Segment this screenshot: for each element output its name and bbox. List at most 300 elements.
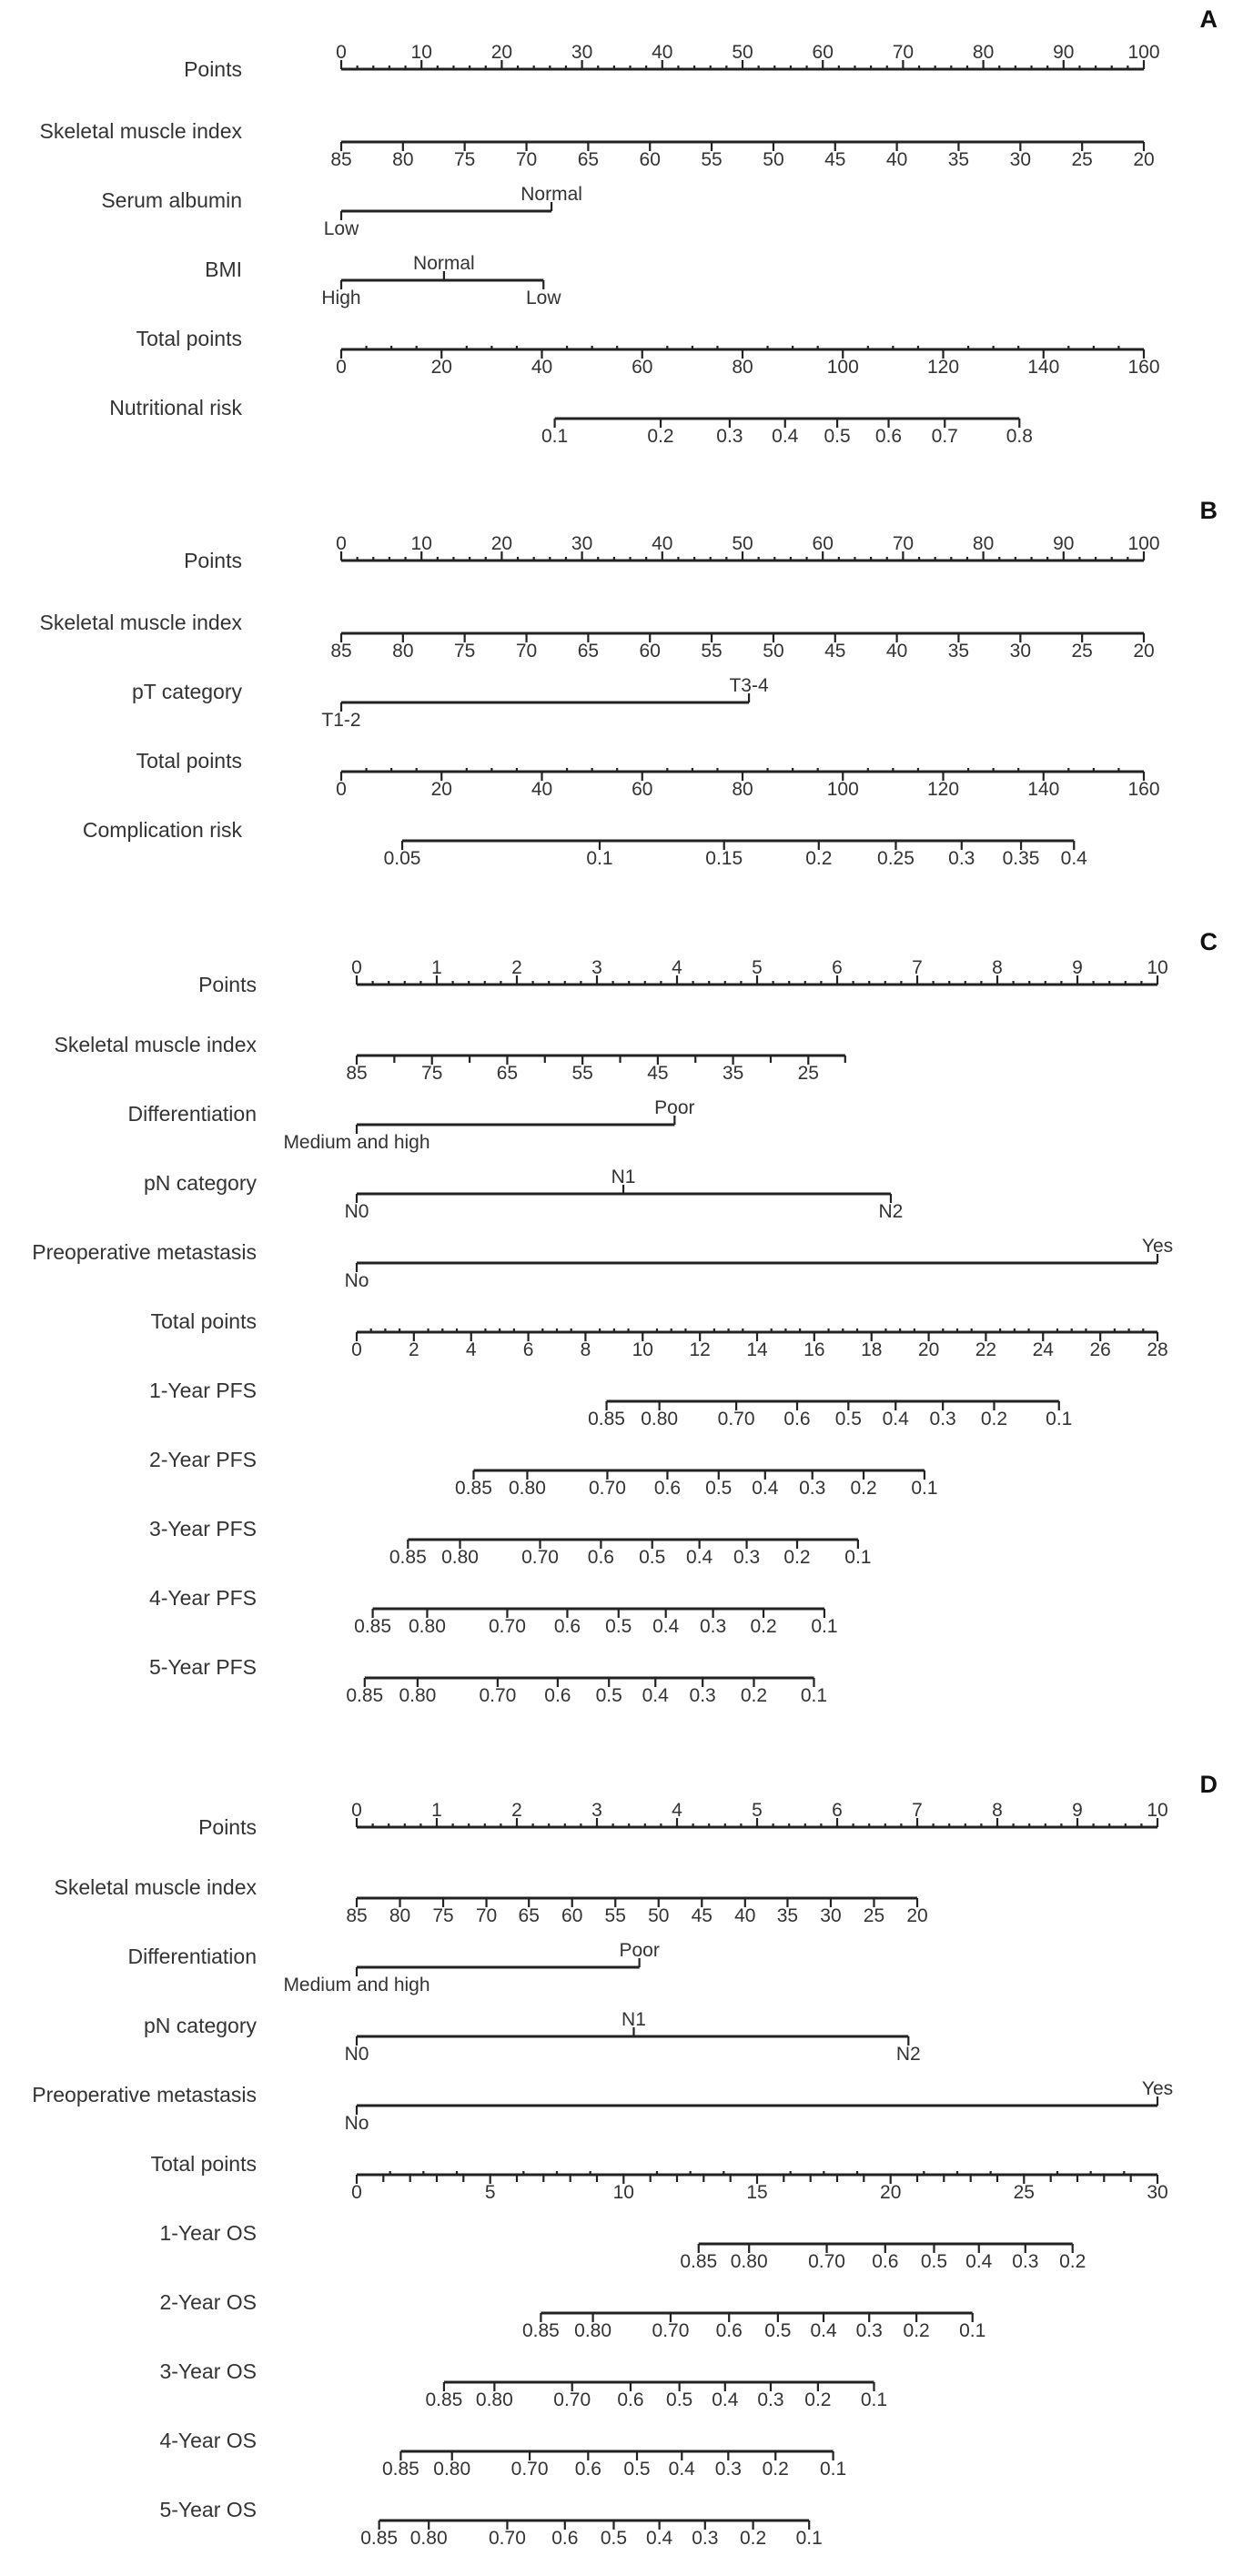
tick-label: 75 [453, 149, 476, 170]
row-label: 5-Year OS [159, 2498, 257, 2521]
nomogram-row [144, 2009, 921, 2065]
tick-label: 0.6 [783, 1409, 811, 1429]
tick-label: 0.3 [689, 1685, 716, 1706]
tick-label: 0.6 [874, 426, 903, 447]
tick-label: Normal [520, 184, 582, 205]
tick-label: 0.5 [666, 2389, 693, 2410]
tick-label: Yes [1141, 2078, 1174, 2099]
tick-label: N0 [344, 1201, 369, 1222]
nomogram-row [184, 42, 1159, 81]
nomogram-row [149, 1517, 872, 1568]
tick-label: 0.85 [680, 2251, 718, 2272]
tick-label: 75 [432, 1905, 454, 1926]
tick-label: 0.3 [948, 848, 975, 869]
nomogram-row [149, 1448, 938, 1499]
row-label: Points [198, 1815, 257, 1839]
tick-label: 30 [1147, 2182, 1168, 2203]
tick-label: 25 [797, 1063, 819, 1084]
row-label: 2-Year OS [159, 2290, 257, 2314]
row-label: pT category [131, 680, 242, 703]
tick-label: 45 [824, 149, 846, 170]
tick-label: 60 [632, 357, 653, 378]
tick-label: 22 [975, 1339, 997, 1360]
row-label: 5-Year PFS [148, 1655, 257, 1679]
tick-label: 0.70 [521, 1547, 559, 1568]
tick-label: 30 [1009, 641, 1032, 662]
tick-label: 1 [431, 1800, 442, 1821]
tick-label: 30 [820, 1905, 842, 1926]
tick-label: 0.6 [617, 2389, 644, 2410]
row-label: Skeletal muscle index [54, 1033, 257, 1056]
tick-label: 80 [392, 641, 414, 662]
panel-letter: C [1199, 928, 1218, 955]
panel-a [40, 5, 1218, 447]
tick-label: N0 [344, 2044, 369, 2065]
tick-label: 0.5 [705, 1478, 733, 1499]
tick-label: 0.4 [652, 1616, 680, 1637]
tick-label: 0.80 [433, 2459, 471, 2480]
tick-label: 0.5 [824, 426, 851, 447]
tick-label: T1-2 [321, 710, 361, 731]
tick-label: 0.4 [965, 2251, 993, 2272]
tick-label: 6 [522, 1339, 534, 1360]
nomogram-row [32, 2078, 1173, 2134]
row-label: Total points [136, 327, 242, 350]
tick-label: N1 [611, 1167, 636, 1187]
tick-label: 70 [515, 641, 538, 662]
panel-letter: A [1199, 5, 1218, 33]
tick-label: 70 [515, 149, 538, 170]
tick-label: 0 [336, 533, 347, 554]
tick-label: 7 [912, 957, 923, 978]
tick-label: 85 [346, 1063, 368, 1084]
tick-label: 80 [972, 533, 995, 554]
tick-label: 0.70 [717, 1409, 755, 1429]
tick-label: 0.3 [929, 1409, 956, 1429]
tick-label: 14 [746, 1339, 768, 1360]
tick-label: 0.3 [1012, 2251, 1039, 2272]
tick-label: 50 [763, 641, 784, 662]
tick-label: 0 [336, 779, 347, 800]
nomogram-row [83, 818, 1087, 869]
tick-label: 20 [430, 779, 452, 800]
tick-label: 1 [431, 957, 442, 978]
tick-label: 80 [732, 779, 753, 800]
tick-label: T3-4 [729, 675, 769, 696]
nomogram-row [198, 1800, 1168, 1839]
tick-label: 85 [330, 149, 352, 170]
nomogram-row [149, 1586, 838, 1637]
tick-label: 0 [351, 957, 362, 978]
tick-label: 120 [926, 779, 960, 800]
tick-label: 0.80 [509, 1478, 546, 1499]
tick-label: 4 [672, 957, 682, 978]
tick-label: 0.25 [877, 848, 915, 869]
tick-label: 26 [1089, 1339, 1111, 1360]
tick-label: 0.85 [521, 2320, 560, 2341]
tick-label: 20 [917, 1339, 940, 1360]
tick-label: 0.4 [882, 1409, 909, 1429]
tick-label: 10 [612, 2182, 634, 2203]
tick-label: 2 [408, 1339, 419, 1360]
tick-label: 0.80 [475, 2389, 513, 2410]
tick-label: 60 [812, 533, 834, 554]
tick-label: 85 [346, 1905, 368, 1926]
tick-label: 0.4 [646, 2528, 673, 2549]
tick-label: 0.4 [772, 426, 799, 447]
tick-label: 0.1 [800, 1685, 828, 1706]
panel-letter: B [1199, 497, 1218, 524]
tick-label: 70 [892, 42, 915, 63]
tick-label: 55 [701, 149, 723, 170]
panel-b [40, 497, 1218, 869]
tick-label: 25 [1071, 149, 1093, 170]
tick-label: 0 [351, 1800, 362, 1821]
nomogram-row [205, 253, 561, 308]
tick-label: 0.1 [860, 2389, 888, 2410]
tick-label: 0.85 [455, 1478, 492, 1499]
nomogram-row [149, 1655, 827, 1706]
tick-label: 0.2 [647, 426, 674, 447]
tick-label: Normal [413, 253, 475, 274]
tick-label: 55 [701, 641, 723, 662]
tick-label: 0.80 [441, 1547, 479, 1568]
tick-label: 0.3 [757, 2389, 784, 2410]
tick-label: 20 [490, 42, 513, 63]
tick-label: 0.80 [730, 2251, 768, 2272]
row-label: Points [184, 57, 242, 81]
tick-label: 2 [511, 957, 522, 978]
tick-label: 40 [531, 779, 553, 800]
tick-label: 0.2 [980, 1409, 1008, 1429]
row-label: Total points [150, 1309, 257, 1333]
tick-label: 0.6 [653, 1478, 682, 1499]
tick-label: 70 [892, 533, 915, 554]
row-label: Total points [150, 2152, 257, 2176]
tick-label: 70 [475, 1905, 498, 1926]
nomogram-row [159, 2429, 846, 2480]
tick-label: 0.85 [354, 1616, 392, 1637]
tick-label: 0.6 [715, 2320, 743, 2341]
tick-label: 55 [604, 1905, 626, 1926]
tick-label: 16 [803, 1339, 825, 1360]
tick-label: 0.70 [510, 2459, 549, 2480]
nomogram-row [136, 749, 1160, 800]
nomogram-row [101, 184, 582, 239]
tick-label: 45 [647, 1063, 669, 1084]
tick-label: 40 [531, 357, 553, 378]
row-label: pN category [143, 1171, 257, 1195]
tick-label: Medium and high [283, 1132, 430, 1153]
tick-label: 2 [511, 1800, 522, 1821]
tick-label: 0.3 [716, 426, 743, 447]
panel-d [32, 1771, 1218, 2549]
tick-label: 0.3 [699, 1616, 727, 1637]
tick-label: 8 [992, 1800, 1003, 1821]
tick-label: 50 [732, 533, 753, 554]
tick-label: 0.80 [399, 1685, 437, 1706]
tick-label: 20 [1133, 641, 1155, 662]
tick-label: 80 [389, 1905, 411, 1926]
tick-label: 85 [330, 641, 352, 662]
tick-label: 10 [410, 42, 432, 63]
tick-label: 8 [580, 1339, 591, 1360]
tick-label: 140 [1027, 779, 1060, 800]
row-label: 4-Year PFS [148, 1586, 257, 1610]
tick-label: High [321, 288, 361, 308]
tick-label: 0.80 [641, 1409, 679, 1429]
row-label: Differentiation [127, 1102, 257, 1126]
tick-label: 6 [832, 1800, 843, 1821]
tick-label: 60 [639, 149, 661, 170]
nomogram-row [149, 1379, 1072, 1429]
tick-label: 160 [1127, 779, 1160, 800]
tick-label: 0.1 [811, 1616, 838, 1637]
tick-label: No [344, 2113, 369, 2134]
tick-label: 35 [776, 1905, 799, 1926]
tick-label: 25 [1071, 641, 1093, 662]
row-label: 1-Year PFS [148, 1379, 257, 1402]
tick-label: 0 [351, 1339, 362, 1360]
nomogram-row [151, 1309, 1168, 1360]
row-label: pN category [143, 2014, 257, 2037]
nomogram-row [55, 1033, 845, 1084]
row-label: Points [198, 973, 257, 996]
row-label: BMI [205, 258, 242, 281]
tick-label: 0.1 [795, 2528, 823, 2549]
tick-label: 8 [992, 957, 1003, 978]
tick-label: 12 [689, 1339, 711, 1360]
tick-label: N1 [622, 2009, 646, 2030]
tick-label: 20 [430, 357, 452, 378]
tick-label: 10 [1147, 1800, 1168, 1821]
tick-label: 90 [1053, 42, 1075, 63]
tick-label: 0.80 [574, 2320, 612, 2341]
tick-label: 25 [863, 1905, 885, 1926]
tick-label: 0.2 [740, 1685, 768, 1706]
tick-label: 0.2 [783, 1547, 811, 1568]
tick-label: 50 [732, 42, 753, 63]
tick-label: 0.2 [1059, 2251, 1086, 2272]
panel-c [32, 928, 1218, 1706]
tick-label: 0.4 [686, 1547, 713, 1568]
tick-label: 0.5 [920, 2251, 948, 2272]
nomogram-row [132, 675, 769, 731]
tick-label: 10 [632, 1339, 653, 1360]
tick-label: 45 [824, 641, 846, 662]
tick-label: 0.80 [409, 1616, 446, 1637]
row-label: Nutritional risk [109, 396, 242, 419]
tick-label: 20 [906, 1905, 928, 1926]
tick-label: 0 [351, 2182, 362, 2203]
tick-label: 0.8 [1006, 426, 1033, 447]
nomogram-row [198, 957, 1168, 996]
nomogram-row [40, 611, 1155, 662]
tick-label: 65 [496, 1063, 519, 1084]
tick-label: 0.70 [479, 1685, 517, 1706]
tick-label: 18 [861, 1339, 883, 1360]
tick-label: 20 [880, 2182, 902, 2203]
tick-label: 35 [947, 149, 970, 170]
nomogram-row [136, 327, 1160, 378]
tick-label: 0.1 [586, 848, 613, 869]
tick-label: 50 [648, 1905, 670, 1926]
tick-label: 0.6 [553, 1616, 581, 1637]
tick-label: 100 [826, 357, 859, 378]
tick-label: Poor [619, 1940, 660, 1961]
tick-label: 0.3 [733, 1547, 761, 1568]
tick-label: 0.85 [360, 2528, 399, 2549]
tick-label: 0.4 [712, 2389, 739, 2410]
tick-label: N2 [895, 2044, 921, 2065]
tick-label: 60 [632, 779, 653, 800]
tick-label: 0.70 [489, 1616, 526, 1637]
tick-label: 0.5 [595, 1685, 622, 1706]
tick-label: 0.85 [389, 1547, 427, 1568]
row-label: Points [184, 549, 242, 572]
tick-label: 9 [1072, 1800, 1083, 1821]
tick-label: 4 [672, 1800, 682, 1821]
nomogram-row [128, 1940, 660, 1995]
nomogram-row [159, 2290, 985, 2341]
tick-label: 0.4 [810, 2320, 837, 2341]
tick-label: 25 [1013, 2182, 1035, 2203]
tick-label: 0.2 [903, 2320, 930, 2341]
tick-label: 30 [571, 42, 593, 63]
tick-label: 45 [691, 1905, 713, 1926]
tick-label: 0.70 [589, 1478, 626, 1499]
tick-label: 65 [518, 1905, 540, 1926]
nomogram-row [40, 119, 1155, 170]
tick-label: 35 [722, 1063, 744, 1084]
row-label: Serum albumin [101, 188, 242, 212]
tick-label: 20 [1133, 149, 1155, 170]
tick-label: 0.2 [805, 848, 833, 869]
tick-label: 0.5 [764, 2320, 792, 2341]
row-label: Preoperative metastasis [32, 1240, 257, 1264]
tick-label: 0.15 [705, 848, 743, 869]
tick-label: 0.70 [553, 2389, 591, 2410]
tick-label: 0.1 [1046, 1409, 1073, 1429]
row-label: Skeletal muscle index [39, 611, 242, 634]
tick-label: 65 [577, 149, 600, 170]
tick-label: 0.3 [799, 1478, 826, 1499]
tick-label: 100 [826, 779, 859, 800]
tick-label: 5 [752, 957, 763, 978]
tick-label: 0 [336, 42, 347, 63]
tick-label: 0.70 [489, 2528, 526, 2549]
row-label: 1-Year OS [159, 2221, 257, 2245]
row-label: Total points [136, 749, 242, 773]
tick-label: 0.1 [911, 1478, 938, 1499]
tick-label: 0.2 [804, 2389, 832, 2410]
tick-label: 0.4 [642, 1685, 669, 1706]
tick-label: 9 [1072, 957, 1083, 978]
tick-label: 0.1 [819, 2459, 847, 2480]
tick-label: 0.1 [844, 1547, 872, 1568]
tick-label: 0 [336, 357, 347, 378]
nomogram-row [109, 396, 1033, 447]
tick-label: 160 [1127, 357, 1160, 378]
tick-label: 0.2 [739, 2528, 767, 2549]
tick-label: 40 [652, 42, 673, 63]
tick-label: 6 [832, 957, 843, 978]
tick-label: 0.6 [872, 2251, 899, 2272]
tick-label: 0.85 [381, 2459, 419, 2480]
tick-label: Poor [654, 1097, 695, 1118]
tick-label: 0.5 [623, 2459, 651, 2480]
nomogram-row [55, 1875, 928, 1926]
tick-label: Yes [1141, 1236, 1174, 1257]
tick-label: 0.85 [425, 2389, 463, 2410]
row-label: 4-Year OS [159, 2429, 257, 2452]
row-label: 3-Year PFS [148, 1517, 257, 1541]
tick-label: 10 [1147, 957, 1168, 978]
row-label: Skeletal muscle index [54, 1875, 257, 1899]
tick-label: 0.6 [551, 2528, 579, 2549]
tick-label: 20 [490, 533, 513, 554]
tick-label: 0.5 [639, 1547, 666, 1568]
tick-label: 28 [1147, 1339, 1168, 1360]
nomogram-row [159, 2221, 1086, 2272]
tick-label: 5 [484, 2182, 496, 2203]
tick-label: 60 [812, 42, 834, 63]
tick-label: 0.6 [574, 2459, 601, 2480]
tick-label: 140 [1027, 357, 1060, 378]
nomogram-row [159, 2498, 822, 2549]
tick-label: 0.2 [850, 1478, 877, 1499]
tick-label: 120 [926, 357, 960, 378]
tick-label: 0.5 [834, 1409, 862, 1429]
tick-label: 7 [912, 1800, 923, 1821]
tick-label: 24 [1032, 1339, 1054, 1360]
row-label: Differentiation [127, 1945, 257, 1968]
tick-label: 100 [1127, 42, 1160, 63]
tick-label: 0.35 [1002, 848, 1040, 869]
tick-label: 55 [571, 1063, 593, 1084]
row-label: 2-Year PFS [148, 1448, 257, 1471]
tick-label: 40 [885, 149, 908, 170]
tick-label: 75 [453, 641, 476, 662]
panel-letter: D [1199, 1771, 1218, 1798]
tick-label: 40 [885, 641, 908, 662]
tick-label: 0.2 [750, 1616, 777, 1637]
tick-label: 90 [1053, 533, 1075, 554]
tick-label: 0.3 [692, 2528, 719, 2549]
row-label: Preoperative metastasis [32, 2083, 257, 2106]
tick-label: Low [323, 218, 359, 239]
tick-label: 0.4 [668, 2459, 695, 2480]
nomogram-row [184, 533, 1159, 572]
tick-label: 30 [1009, 149, 1032, 170]
tick-label: 15 [746, 2182, 768, 2203]
tick-label: 3 [591, 957, 602, 978]
tick-label: 35 [947, 641, 970, 662]
row-label: 3-Year OS [159, 2359, 257, 2383]
tick-label: 0.6 [544, 1685, 571, 1706]
tick-label: 40 [734, 1905, 756, 1926]
nomogram-row [144, 1167, 903, 1222]
tick-label: N2 [878, 1201, 904, 1222]
tick-label: 0.85 [346, 1685, 384, 1706]
nomogram-row [159, 2359, 887, 2410]
nomogram-row [151, 2152, 1168, 2203]
tick-label: 0.70 [652, 2320, 690, 2341]
tick-label: 3 [591, 1800, 602, 1821]
tick-label: 50 [763, 149, 784, 170]
tick-label: 10 [410, 533, 432, 554]
tick-label: 0.2 [762, 2459, 789, 2480]
